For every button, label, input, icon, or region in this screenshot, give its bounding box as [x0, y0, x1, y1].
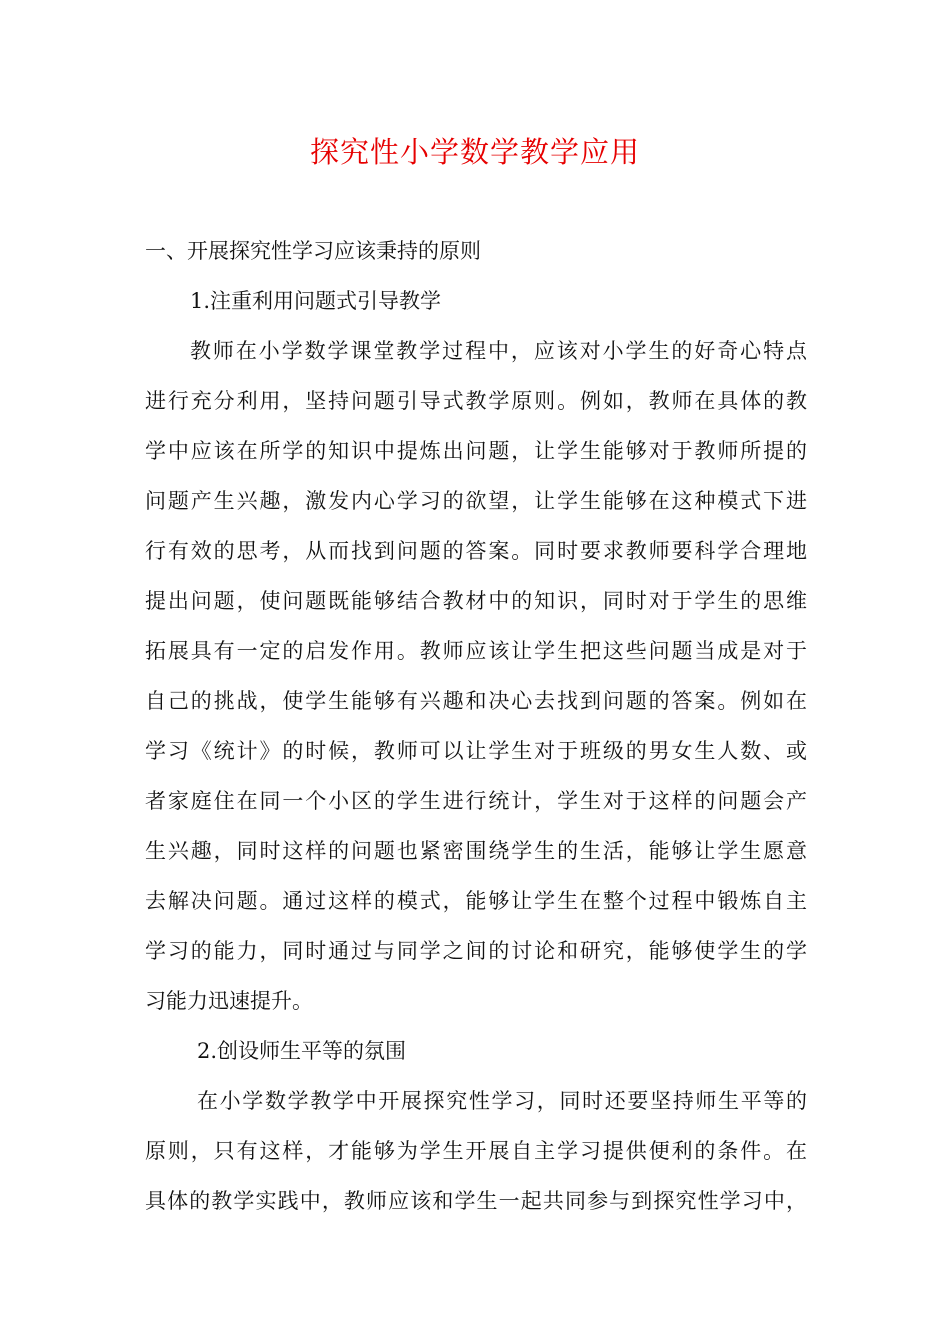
- document-body: [145, 226, 807, 1226]
- paragraph-line: 行有效的思考，从而找到问题的答案。同时要求教师要科学合理地: [145, 539, 807, 563]
- paragraph-line: 学习《统计》的时候，教师可以让学生对于班级的男女生人数、或: [145, 739, 807, 763]
- paragraph-line: 问题产生兴趣，激发内心学习的欲望，让学生能够在这种模式下进: [145, 489, 807, 513]
- paragraph-line: 习能力迅速提升。: [145, 989, 313, 1013]
- paragraph-line: 进行充分利用，坚持问题引导式教学原则。例如，教师在具体的教: [145, 389, 807, 413]
- paragraph-line: 具体的教学实践中，教师应该和学生一起共同参与到探究性学习中，: [145, 1189, 807, 1213]
- paragraph-line: 去解决问题。通过这样的模式，能够让学生在整个过程中锻炼自主: [145, 889, 807, 913]
- paragraph-line: 在小学数学教学中开展探究性学习，同时还要坚持师生平等的: [197, 1089, 807, 1113]
- paragraph-line: 生兴趣，同时这样的问题也紧密围绕学生的生活，能够让学生愿意: [145, 839, 807, 863]
- paragraph-line: 自己的挑战，使学生能够有兴趣和决心去找到问题的答案。例如在: [145, 689, 807, 713]
- paragraph-line: 教师在小学数学课堂教学过程中，应该对小学生的好奇心特点: [190, 339, 807, 363]
- section-heading: 一、开展探究性学习应该秉持的原则: [145, 239, 481, 263]
- subsection-heading: 2.创设师生平等的氛围: [197, 1039, 407, 1063]
- paragraph-line: 拓展具有一定的启发作用。教师应该让学生把这些问题当成是对于: [145, 639, 807, 663]
- paragraph-line: 原则，只有这样，才能够为学生开展自主学习提供便利的条件。在: [145, 1139, 807, 1163]
- subsection-heading: 1.注重利用问题式引导教学: [190, 289, 442, 313]
- paragraph-line: 学习的能力，同时通过与同学之间的讨论和研究，能够使学生的学: [145, 939, 807, 963]
- paragraph-line: 提出问题，使问题既能够结合教材中的知识，同时对于学生的思维: [145, 589, 807, 613]
- paragraph-line: 学中应该在所学的知识中提炼出问题，让学生能够对于教师所提的: [145, 439, 807, 463]
- document-title: 探究性小学数学教学应用: [309, 135, 640, 169]
- paragraph-line: 者家庭住在同一个小区的学生进行统计，学生对于这样的问题会产: [145, 789, 807, 813]
